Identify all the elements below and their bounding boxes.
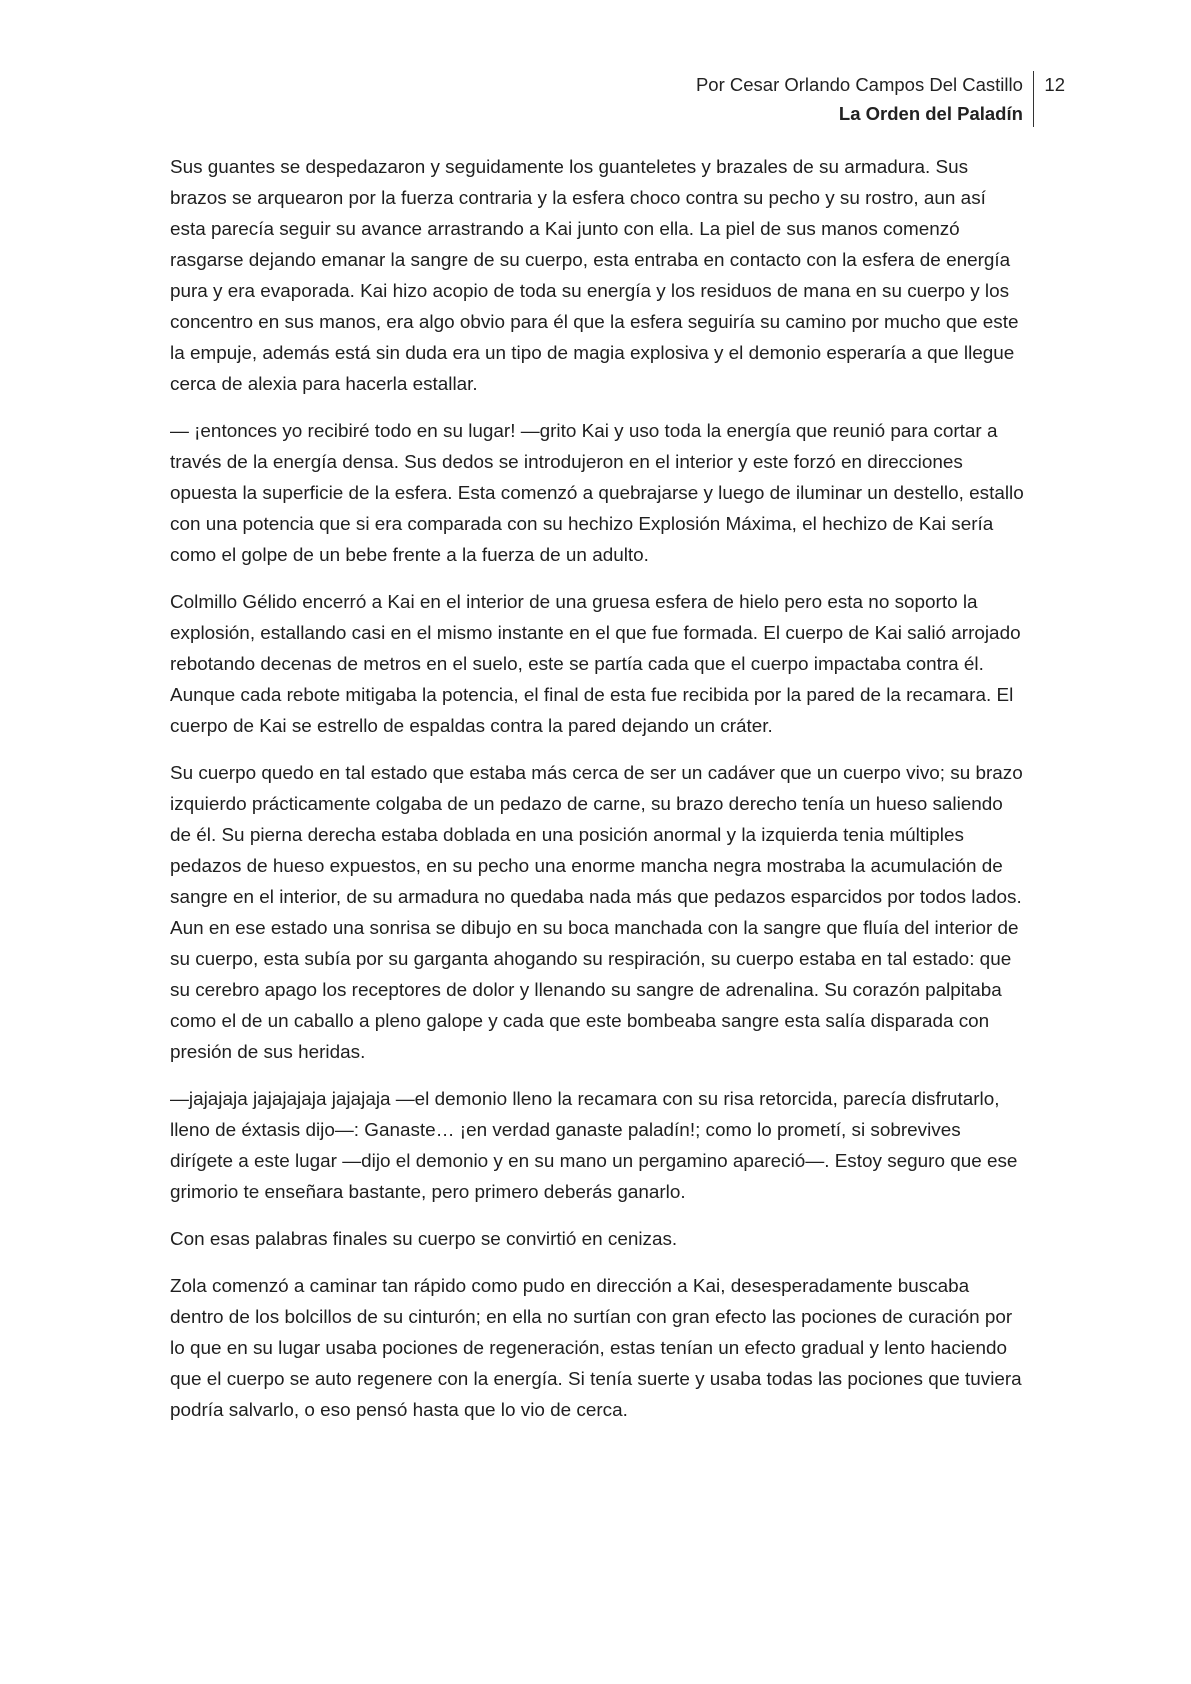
- page-number: 12: [1044, 74, 1065, 95]
- paragraph-2: — ¡entonces yo recibiré todo en su lugar! —grito Kai y uso toda la energía que reunió para cortar a través de la energía densa. Sus dedos se introdujeron en el interior y este forzó en direcciones opuesta la superficie de la esfera. Esta comenzó a quebrajarse y luego de iluminar un destello, estallo con una potencia que si era comparada con su hechizo Explosión Máxima, el hechizo de Kai sería como el golpe de un bebe frente a la fuerza de un adulto.: [170, 421, 1024, 566]
- paragraph-4: Su cuerpo quedo en tal estado que estaba más cerca de ser un cadáver que un cuerpo vivo; su brazo izquierdo prácticamente colgaba de un pedazo de carne, su brazo derecho tenía un hueso saliendo de él. Su pierna derecha estaba doblada en una posición anormal y la izquierda tenia múltiples pedazos de hueso expuestos, en su pecho una enorme mancha negra mostraba la acumulación de sangre en el interior, de su armadura no quedaba nada más que pedazos esparcidos por todos lados. Aun en ese estado una sonrisa se dibujo en su boca manchada con la sangre que fluía del interior de su cuerpo, esta subía por su garganta ahogando su respiración, su cuerpo estaba en tal estado: que su cerebro apago los receptores de dolor y llenando su sangre de adrenalina. Su corazón palpitaba como el de un caballo a pleno galope y cada que este bombeaba sangre esta salía disparada con presión de sus heridas.: [170, 763, 1023, 1063]
- header-text-block: [696, 70, 1033, 128]
- header-author: Por Cesar Orlando Campos Del Castillo: [695, 74, 1023, 95]
- paragraph-3: Colmillo Gélido encerró a Kai en el interior de una gruesa esfera de hielo pero esta no soporto la explosión, estallando casi en el mismo instante en el que fue formada. El cuerpo de Kai salió arrojado rebotando decenas de metros en el suelo, este se partía cada que el cuerpo impactaba contra él. Aunque cada rebote mitigaba la potencia, el final de esta fue recibida por la pared de la recamara. El cuerpo de Kai se estrello de espaldas contra la pared dejando un cráter.: [170, 592, 1021, 737]
- page-header: [696, 70, 1065, 128]
- paragraph-6: Con esas palabras finales su cuerpo se convirtió en cenizas.: [170, 1229, 678, 1250]
- paragraph-5: —jajajaja jajajajaja jajajaja —el demonio lleno la recamara con su risa retorcida, parecía disfrutarlo, lleno de éxtasis dijo—: Ganaste… ¡en verdad ganaste paladín!; como lo prometí, si sobrevives dirígete a este lugar —dijo el demonio y en su mano un pergamino apareció—. Estoy seguro que ese grimorio te enseñara bastante, pero primero deberás ganarlo.: [170, 1089, 1018, 1203]
- body-text: [170, 152, 1026, 1442]
- paragraph-7: Zola comenzó a caminar tan rápido como pudo en dirección a Kai, desesperadamente buscaba dentro de los bolcillos de su cinturón; en ella no surtían con gran efecto las pociones de curación por lo que en su lugar usaba pociones de regeneración, estas tenían un efecto gradual y lento haciendo que el cuerpo se auto regenere con la energía. Si tenía suerte y usaba todas las pociones que tuviera podría salvarlo, o eso pensó hasta que lo vio de cerca.: [170, 1276, 1022, 1421]
- paragraph-1: Sus guantes se despedazaron y seguidamente los guanteletes y brazales de su armadura. Sus brazos se arquearon por la fuerza contraria y la esfera choco contra su pecho y su rostro, aun así esta parecía seguir su avance arrastrando a Kai junto con ella. La piel de sus manos comenzó rasgarse dejando emanar la sangre de su cuerpo, esta entraba en contacto con la esfera de energía pura y era evaporada. Kai hizo acopio de toda su energía y los residuos de mana en su cuerpo y los concentro en sus manos, era algo obvio para él que la esfera seguiría su camino por mucho que este la empuje, además está sin duda era un tipo de magia explosiva y el demonio esperaría a que llegue cerca de alexia para hacerla estallar.: [170, 157, 1019, 395]
- header-book-title: La Orden del Paladín: [838, 103, 1023, 124]
